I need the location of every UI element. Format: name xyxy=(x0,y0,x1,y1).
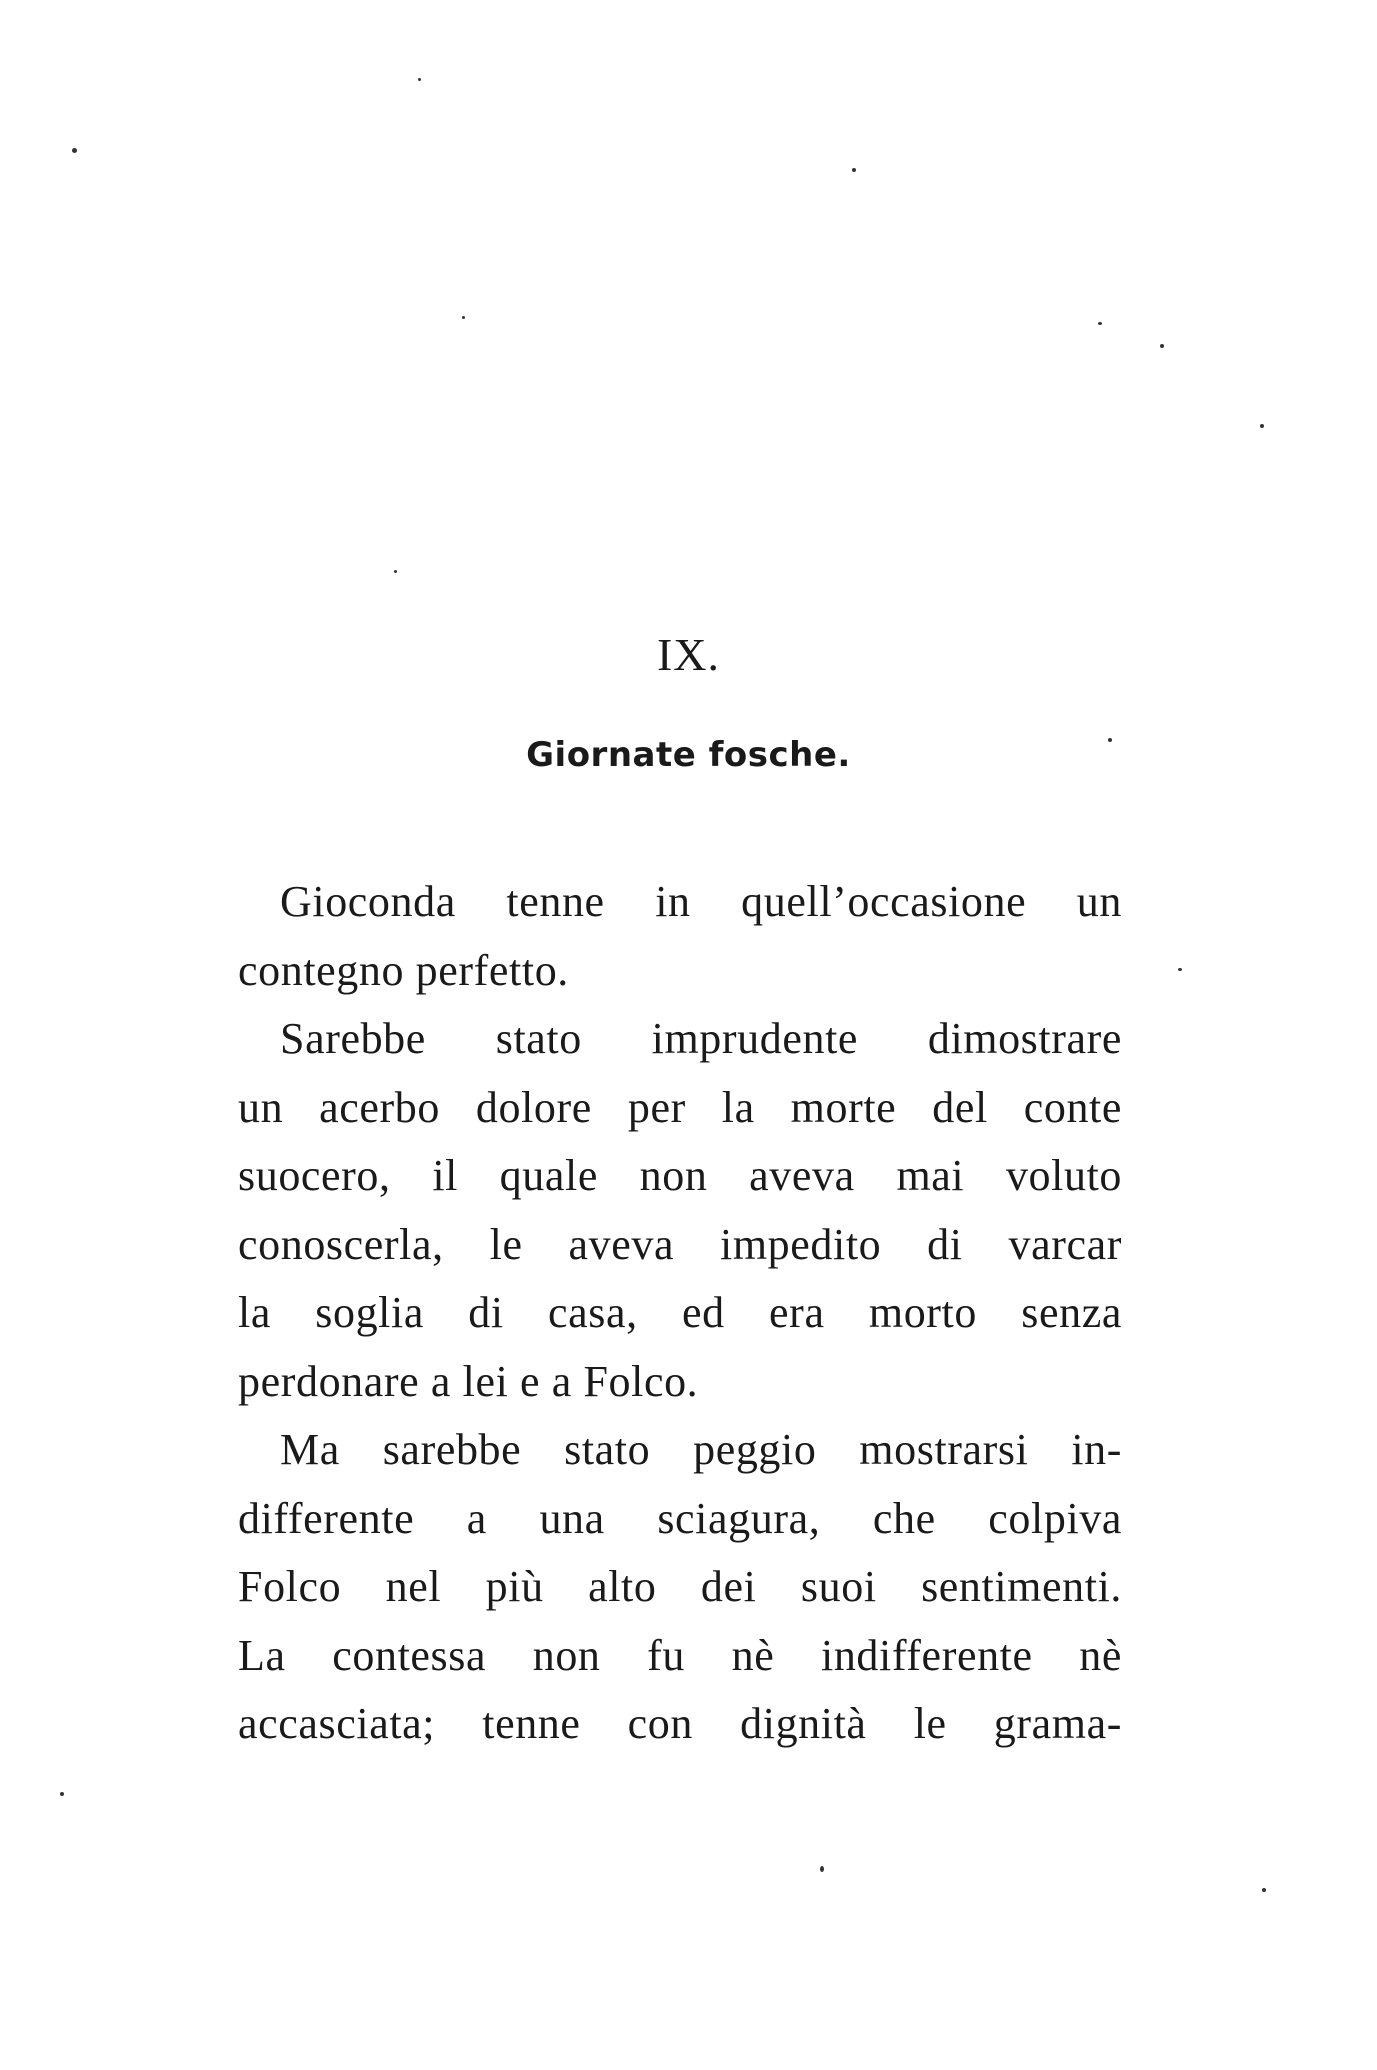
scan-speck xyxy=(1178,968,1182,971)
text-line: Ma sarebbe stato peggio mostrarsi in- xyxy=(280,1425,1122,1474)
body-text xyxy=(238,868,1122,1759)
text-line: perdonare a lei e a Folco. xyxy=(238,1356,699,1406)
chapter-title: Giornate fosche. xyxy=(526,735,851,775)
text-line: un acerbo dolore per la morte del conte xyxy=(238,1082,1122,1132)
text-line: La contessa non fu nè indifferente nè xyxy=(238,1630,1122,1680)
text-line: Gioconda tenne in quell’occasione un xyxy=(280,877,1122,926)
text-line: Sarebbe stato imprudente dimostrare xyxy=(280,1014,1122,1063)
scan-speck xyxy=(1262,1888,1266,1892)
scan-speck xyxy=(1260,424,1264,428)
text-line: contegno perfetto. xyxy=(238,945,569,995)
text-line: la soglia di casa, ed era morto senza xyxy=(238,1288,1122,1337)
scan-speck xyxy=(394,570,397,573)
scan-speck xyxy=(852,168,856,172)
scan-speck xyxy=(462,316,465,319)
chapter-number: IX. xyxy=(656,629,721,680)
scan-speck xyxy=(418,78,421,81)
text-line: conoscerla, le aveva impedito di varcar xyxy=(238,1219,1122,1269)
scan-speck xyxy=(820,1866,824,1872)
scan-speck xyxy=(72,148,77,153)
text-line: accasciata; tenne con dignità le grama- xyxy=(238,1699,1122,1748)
scan-speck xyxy=(1098,322,1102,325)
scan-speck xyxy=(60,1792,64,1796)
text-line: Folco nel più alto dei suoi sentimenti. xyxy=(238,1562,1122,1611)
scan-speck xyxy=(1160,344,1164,348)
text-line: suocero, il quale non aveva mai voluto xyxy=(238,1151,1122,1200)
text-line: differente a una sciagura, che colpiva xyxy=(238,1493,1122,1543)
